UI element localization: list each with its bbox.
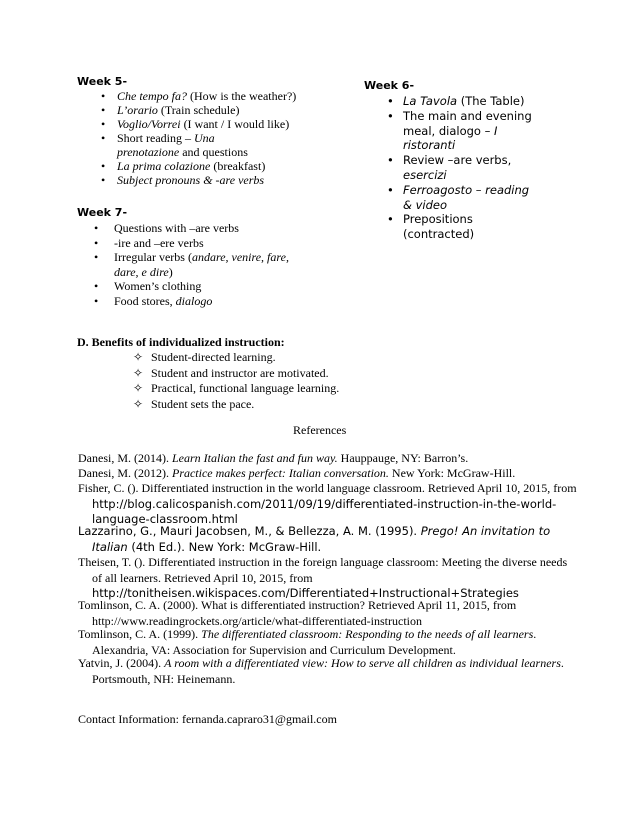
reference-item: Tomlinson, C. A. (2000). What is differentiated instruction? Retrieved April 11, 2015, from http://www.readingrockets.org/article/what-differentiated-instruction	[78, 598, 517, 628]
list-item: • Che tempo fa? (How is the weather?)	[101, 89, 297, 103]
list-item: • Voglio/Vorrei (I want / I would like)	[101, 117, 290, 131]
list-item: ✧ Student-directed learning.	[133, 350, 276, 364]
week6-list	[387, 94, 557, 242]
week5-list	[101, 89, 321, 187]
contact-info: Contact Information: fernanda.capraro31@gmail.com	[78, 712, 337, 726]
week7-heading: Week 7-	[77, 206, 128, 219]
list-item: • Irregular verbs (andare, venire, fare, dare, e dire)	[94, 250, 289, 279]
list-item: ✧ Student and instructor are motivated.	[133, 365, 329, 380]
reference-item: Theisen, T. (). Differentiated instruction in the foreign language classroom: Meeting the diverse needs of all learners. Retrieved April 10, 2015, from http://tonitheisen.wikispaces.com/Differentiated+Instructional+Strategies	[78, 555, 568, 601]
list-item: • Subject pronouns & -are verbs	[101, 173, 265, 187]
list-item: • Food stores, dialogo	[94, 293, 213, 308]
list-item: • -ire and –ere verbs	[94, 235, 204, 250]
list-item: • L’orario (Train schedule)	[101, 103, 240, 117]
week7-list	[94, 221, 324, 308]
references-heading: References	[293, 423, 347, 437]
list-item: • Review –are verbs, esercizi	[387, 153, 512, 182]
benefits-list	[133, 350, 339, 412]
diamond-icon: ✧	[133, 396, 144, 411]
list-item: • Ferroagosto – reading & video	[387, 182, 530, 212]
reference-item: Danesi, M. (2014). Learn Italian the fast and fun way. Hauppauge, NY: Barron’s.	[78, 451, 469, 465]
diamond-icon: ✧	[133, 381, 144, 395]
list-item: • La prima colazione (breakfast)	[101, 159, 266, 173]
reference-item: Fisher, C. (). Differentiated instruction in the world language classroom. Retrieved April 10, 2015, from http://blog.calicospanish.com/2011/09/19/differentiated-instruction-in-the-world-language-classroom.html	[78, 481, 577, 527]
reference-item: Danesi, M. (2012). Practice makes perfect: Italian conversation. New York: McGraw-Hill.	[78, 466, 516, 480]
week5-heading: Week 5-	[77, 75, 128, 88]
list-item: • Women’s clothing	[94, 279, 202, 293]
list-item: • Questions with –are verbs	[94, 221, 239, 235]
list-item: • Short reading – Una prenotazione and questions	[101, 131, 248, 159]
week6-heading: Week 6-	[364, 79, 415, 92]
list-item: • La Tavola (The Table)	[387, 94, 525, 108]
benefits-heading: D. Benefits of individualized instruction:	[77, 335, 285, 349]
diamond-icon: ✧	[133, 350, 144, 364]
list-item: ✧ Practical, functional language learning.	[133, 381, 340, 395]
reference-item: Tomlinson, C. A. (1999). The differentiated classroom: Responding to the needs of all learners. Alexandria, VA: Association for Supervision and Curriculum Development.	[78, 627, 537, 657]
list-item: • The main and evening meal, dialogo – I ristoranti	[387, 108, 532, 153]
list-item: ✧ Student sets the pace.	[133, 396, 255, 411]
reference-item: Yatvin, J. (2004). A room with a differentiated view: How to serve all children as individual learners. Portsmouth, NH: Heinemann.	[78, 656, 564, 686]
list-item: • Prepositions (contracted)	[387, 212, 475, 242]
reference-item: Lazzarino, G., Mauri Jacobsen, M., & Bellezza, A. M. (1995). Prego! An invitation to Italian (4th Ed.). New York: McGraw-Hill.	[78, 524, 551, 554]
diamond-icon: ✧	[133, 365, 144, 380]
